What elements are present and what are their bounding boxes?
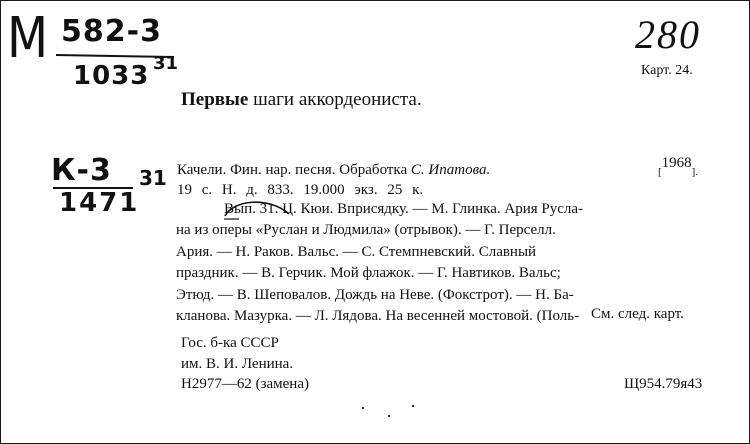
handwritten-letter: М <box>7 6 49 71</box>
handwritten-call2-top: К-3 <box>51 153 112 188</box>
order-number: Н2977—62 (замена) <box>181 376 309 392</box>
library-name <box>181 333 293 375</box>
see-next-card: См. след. карт. <box>591 306 684 322</box>
title-rest: шаги аккордеониста. <box>248 89 422 110</box>
pen-dots-mark <box>359 402 419 420</box>
title-bold: Первые <box>181 89 249 110</box>
library-line-2: им. В. И. Ленина. <box>181 356 294 372</box>
handwritten-call2-superscript: 31 <box>139 166 167 190</box>
year-open-bracket: [ <box>658 166 662 178</box>
contents-line-6: кланова. Мазурка. — Л. Лядова. На весенней мостовой. (Поль- <box>176 308 580 325</box>
contents-line-4: праздник. — В. Герчик. Мой флажок. — Г. Навтиков. Вальс; <box>176 265 561 282</box>
handwritten-call2-bottom: 1471 <box>59 188 140 218</box>
description-line-1 <box>177 161 490 179</box>
description-line-2: 19 с. Н. д. 833. 19.000 экз. 25 к. <box>177 182 424 198</box>
handwritten-call-superscript: 31 <box>153 53 179 74</box>
contents-line-2: на из оперы «Руслан и Людмила» (отрывок). — Г. Перселл. <box>176 222 556 239</box>
year-value: 1968 <box>661 155 692 171</box>
handwritten-call-bottom: 1033 <box>73 61 150 91</box>
book-title <box>181 89 422 111</box>
contents-line-1: Вып. 31. Ц. Кюи. Вприсядку. — М. Глинка. Ария Русла- <box>224 201 584 217</box>
description-prefix: Качели. Фин. нар. песня. Обработка <box>177 162 411 178</box>
library-line-1: Гос. б-ка СССР <box>181 335 279 351</box>
classification-number: Щ954.79я43 <box>624 376 703 392</box>
contents-line-5: Этюд. — В. Шеповалов. Дождь на Неве. (Фокстрот). — Н. Ба- <box>176 286 574 303</box>
contents-line-3: Ария. — Н. Раков. Вальс. — С. Стемпневский. Славный <box>176 243 537 260</box>
card-label: Карт. 24. <box>641 63 693 78</box>
year-close-bracket: ]. <box>691 166 699 178</box>
handwritten-card-number: 280 <box>635 12 701 57</box>
description-editor: С. Ипатова. <box>410 162 491 178</box>
handwritten-call-top: 582-3 <box>61 14 162 49</box>
publication-year <box>658 155 698 178</box>
